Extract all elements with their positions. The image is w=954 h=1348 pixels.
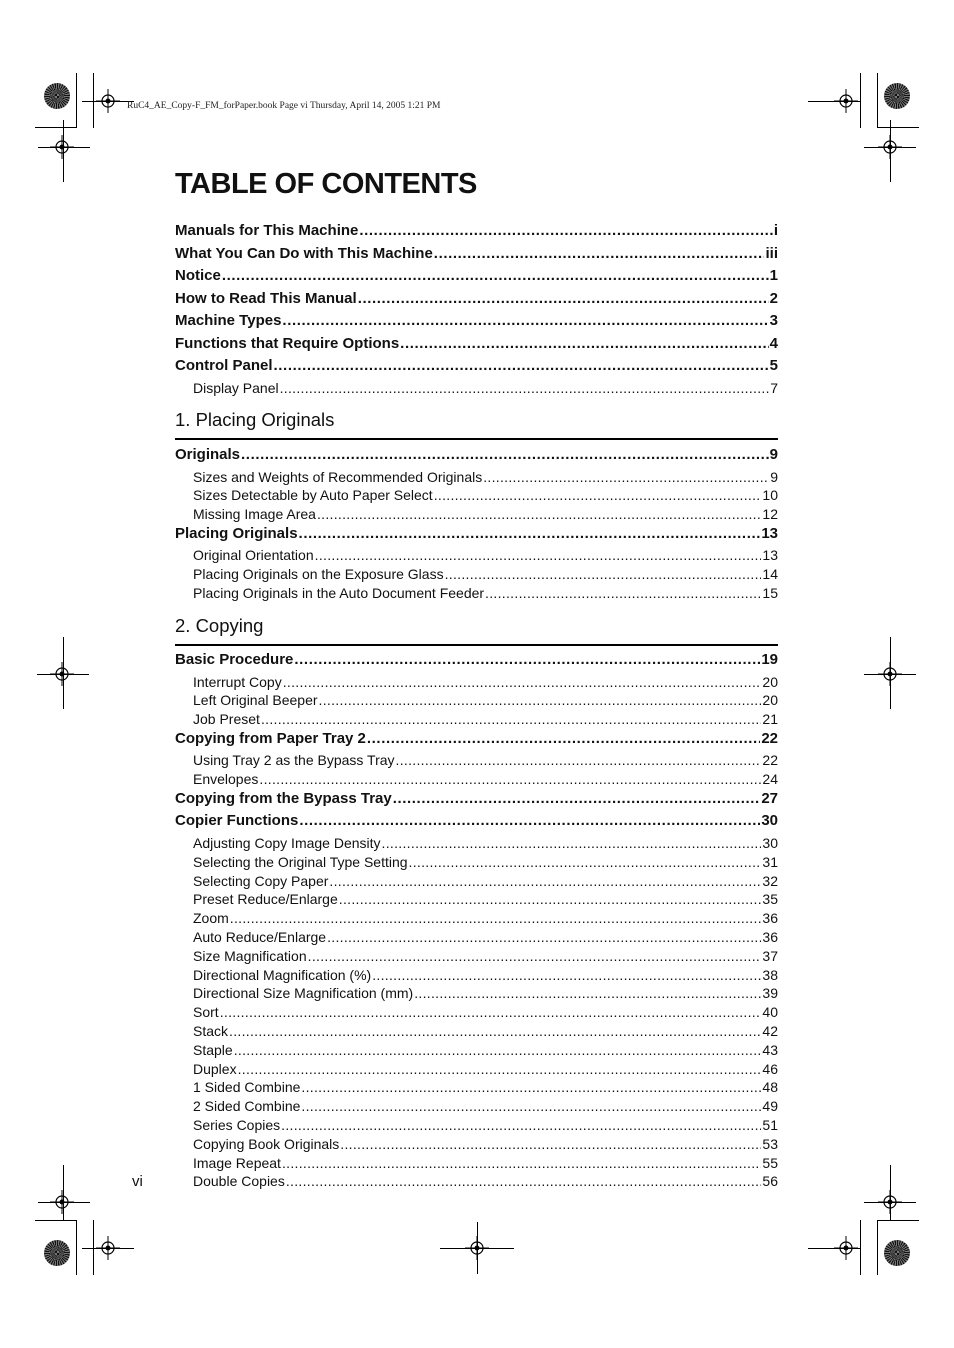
toc-entry[interactable] — [175, 1136, 778, 1155]
toc-entry-label: Size Magnification — [193, 947, 307, 964]
toc-entry-label: Stack — [193, 1022, 229, 1039]
toc-entry-page: 39 — [762, 985, 778, 1002]
toc-entry-label: What You Can Do with This Machine — [175, 244, 433, 262]
registration-rosette — [884, 83, 910, 109]
toc-chapter-1 — [175, 446, 778, 604]
toc-entry-page: 43 — [762, 1041, 778, 1058]
toc-entry-page: 38 — [762, 966, 778, 983]
toc-entry[interactable] — [175, 469, 778, 488]
toc-chapter-2 — [175, 651, 778, 1192]
toc-entry[interactable] — [175, 267, 778, 290]
toc-entry-page: 35 — [762, 891, 778, 908]
toc-entry-label: Machine Types — [175, 312, 282, 329]
toc-entry-label: Image Repeat — [193, 1154, 281, 1171]
toc-entry-page: 21 — [762, 711, 778, 728]
toc-entry[interactable] — [175, 967, 778, 986]
leader-dots — [238, 1061, 762, 1077]
leader-dots — [286, 1173, 762, 1189]
leader-dots — [259, 771, 761, 787]
toc-entry-page: 42 — [762, 1022, 778, 1039]
toc-entry-page: 24 — [762, 771, 778, 788]
toc-entry-label: Placing Originals in the Auto Document Feeder — [193, 584, 485, 601]
leader-dots — [358, 290, 769, 307]
leader-dots — [230, 910, 762, 926]
leader-dots — [393, 790, 761, 807]
toc-entry[interactable] — [175, 985, 778, 1004]
toc-entry-page: 2 — [769, 289, 778, 307]
toc-entry[interactable] — [175, 1117, 778, 1136]
toc-entry-label: Copying from Paper Tray 2 — [175, 729, 366, 747]
toc-entry-page: 20 — [762, 692, 778, 709]
leader-dots — [294, 651, 760, 668]
leader-dots — [299, 525, 761, 542]
toc-entry-page: 5 — [769, 357, 778, 374]
toc-entry[interactable] — [175, 854, 778, 873]
toc-entry[interactable] — [175, 910, 778, 929]
leader-dots — [329, 873, 761, 889]
chapter-title: 1. Placing Originals — [175, 409, 335, 430]
toc-entry-page: 19 — [761, 651, 778, 668]
toc-entry[interactable] — [175, 1061, 778, 1080]
toc-entry-label: Directional Size Magnification (mm) — [193, 985, 414, 1002]
toc-entry-label: Zoom — [193, 910, 229, 927]
leader-dots — [483, 469, 769, 485]
toc-entry-label: Functions that Require Options — [175, 334, 400, 352]
toc-entry-label: Sort — [193, 1004, 219, 1021]
toc-entry[interactable] — [175, 506, 778, 525]
toc-entry-label: Duplex — [193, 1060, 237, 1077]
print-info-header: RuC4_AE_Copy-F_FM_forPaper.book Page vi Thursday, April 14, 2005 1:21 PM — [127, 101, 441, 111]
toc-entry-page: 40 — [762, 1004, 778, 1021]
leader-dots — [445, 566, 762, 582]
toc-entry-label: Sizes Detectable by Auto Paper Select — [193, 487, 433, 504]
toc-entry-label: Display Panel — [193, 379, 279, 396]
toc-entry[interactable] — [175, 1173, 778, 1192]
toc-entry[interactable] — [175, 730, 778, 753]
leader-dots — [396, 752, 762, 768]
leader-dots — [220, 1004, 762, 1020]
toc-entry-page: 49 — [762, 1098, 778, 1115]
leader-dots — [234, 1042, 762, 1058]
toc-entry-label: Using Tray 2 as the Bypass Tray — [193, 752, 395, 769]
toc-entry-page: 20 — [762, 673, 778, 690]
toc-entry-label: Job Preset — [193, 711, 260, 728]
toc-entry[interactable] — [175, 1023, 778, 1042]
leader-dots — [359, 222, 772, 239]
toc-entry-page: 22 — [762, 752, 778, 769]
toc-entry[interactable] — [175, 357, 778, 380]
toc-entry-label: Original Orientation — [193, 547, 314, 564]
leader-dots — [274, 357, 769, 374]
toc-entry[interactable] — [175, 692, 778, 711]
chapter-heading — [175, 409, 778, 440]
toc-entry[interactable] — [175, 674, 778, 693]
leader-dots — [340, 1136, 761, 1152]
toc-entry-page: 32 — [762, 872, 778, 889]
toc-entry[interactable] — [175, 547, 778, 566]
toc-entry[interactable] — [175, 1155, 778, 1174]
toc-entry[interactable] — [175, 771, 778, 790]
toc-entry[interactable] — [175, 891, 778, 910]
registration-rosette — [884, 1240, 910, 1266]
toc-entry-label: Copier Functions — [175, 812, 299, 830]
page-title: TABLE OF CONTENTS — [175, 168, 477, 200]
leader-dots — [222, 267, 769, 284]
toc-entry-page: 30 — [761, 812, 778, 830]
toc-entry[interactable] — [175, 335, 778, 358]
toc-entry-label: Control Panel — [175, 357, 273, 374]
toc-entry[interactable] — [175, 222, 778, 245]
toc-entry-page: 9 — [769, 446, 778, 463]
toc-entry-label: Manuals for This Machine — [175, 222, 359, 239]
toc-entry[interactable] — [175, 245, 778, 268]
leader-dots — [367, 730, 760, 747]
toc-entry-page: 12 — [762, 506, 778, 523]
toc-entry-page: 10 — [762, 487, 778, 504]
toc-entry-label: Placing Originals — [175, 524, 298, 542]
toc-entry-page: 36 — [762, 928, 778, 945]
toc-entry-page: 53 — [762, 1135, 778, 1152]
toc-entry[interactable] — [175, 1098, 778, 1117]
toc-entry[interactable] — [175, 790, 778, 813]
toc-entry[interactable] — [175, 752, 778, 771]
toc-entry-page: 36 — [762, 910, 778, 927]
chapter-title: 2. Copying — [175, 615, 264, 636]
toc-entry[interactable] — [175, 1004, 778, 1023]
toc-entry-label: How to Read This Manual — [175, 289, 357, 307]
leader-dots — [299, 812, 760, 829]
toc-entry[interactable] — [175, 312, 778, 335]
registration-rosette — [44, 83, 70, 109]
toc-entry[interactable] — [175, 566, 778, 585]
toc-entry[interactable] — [175, 651, 778, 674]
toc-entry-page: 15 — [762, 584, 778, 601]
toc-entry-label: Auto Reduce/Enlarge — [193, 928, 327, 945]
leader-dots — [319, 692, 762, 708]
leader-dots — [301, 1098, 761, 1114]
page-number: vi — [132, 1173, 143, 1190]
toc-entry-page: 3 — [769, 312, 778, 329]
leader-dots — [317, 506, 761, 522]
leader-dots — [339, 891, 762, 907]
toc-entry-label: Preset Reduce/Enlarge — [193, 891, 338, 908]
toc-entry-label: Basic Procedure — [175, 651, 294, 668]
toc-entry[interactable] — [175, 835, 778, 854]
toc-entry-page: 46 — [762, 1060, 778, 1077]
leader-dots — [382, 835, 762, 851]
toc-entry-label: Adjusting Copy Image Density — [193, 834, 381, 851]
toc-entry-label: Double Copies — [193, 1173, 285, 1190]
leader-dots — [261, 711, 761, 727]
toc-entry-page: 14 — [762, 566, 778, 583]
toc-entry-label: Staple — [193, 1041, 233, 1058]
toc-entry[interactable] — [175, 525, 778, 548]
leader-dots — [414, 985, 761, 1001]
toc-entry-page: 56 — [762, 1173, 778, 1190]
toc-entry-page: i — [773, 222, 778, 239]
toc-entry-page: 4 — [769, 334, 778, 352]
toc-entry-label: Series Copies — [193, 1116, 281, 1133]
leader-dots — [229, 1023, 761, 1039]
toc-front-matter — [175, 222, 778, 398]
toc-entry[interactable] — [175, 380, 778, 399]
leader-dots — [409, 854, 762, 870]
toc-entry-page: 31 — [762, 853, 778, 870]
toc-entry-label: Selecting the Original Type Setting — [193, 853, 408, 870]
leader-dots — [301, 1079, 761, 1095]
toc-entry[interactable] — [175, 1042, 778, 1061]
toc-entry[interactable] — [175, 585, 778, 604]
toc-entry-page: 9 — [770, 468, 778, 485]
toc-entry-page: iii — [765, 244, 778, 262]
leader-dots — [281, 1117, 761, 1133]
toc-entry-label: Copying Book Originals — [193, 1135, 340, 1152]
toc-entry[interactable] — [175, 929, 778, 948]
toc-entry-label: Sizes and Weights of Recommended Originals — [193, 468, 483, 485]
toc-entry-page: 30 — [762, 834, 778, 851]
leader-dots — [315, 547, 762, 563]
toc-entry-label: Envelopes — [193, 771, 259, 788]
toc-entry-page: 1 — [769, 267, 778, 284]
leader-dots — [283, 674, 762, 690]
toc-entry-page: 51 — [762, 1116, 778, 1133]
toc-entry[interactable] — [175, 711, 778, 730]
toc-entry[interactable] — [175, 1079, 778, 1098]
toc-entry-page: 37 — [762, 947, 778, 964]
toc-entry-label: Originals — [175, 446, 241, 463]
leader-dots — [327, 929, 761, 945]
leader-dots — [282, 1155, 761, 1171]
toc-entry-label: Interrupt Copy — [193, 673, 282, 690]
toc-entry-label: Missing Image Area — [193, 506, 316, 523]
chapter-heading — [175, 615, 778, 646]
toc-entry-page: 27 — [761, 789, 778, 807]
toc-entry-label: 2 Sided Combine — [193, 1098, 301, 1115]
toc-entry-page: 13 — [761, 524, 778, 542]
toc-entry-page: 13 — [762, 547, 778, 564]
toc-entry-label: 1 Sided Combine — [193, 1079, 301, 1096]
toc-entry-label: Placing Originals on the Exposure Glass — [193, 566, 444, 583]
leader-dots — [241, 446, 769, 463]
toc-entry-label: Directional Magnification (%) — [193, 966, 372, 983]
leader-dots — [400, 335, 768, 352]
toc-entry-page: 55 — [762, 1154, 778, 1171]
leader-dots — [485, 585, 761, 601]
toc-entry-page: 7 — [770, 379, 778, 396]
toc-entry[interactable] — [175, 446, 778, 469]
toc-entry-label: Left Original Beeper — [193, 692, 318, 709]
toc-entry-page: 22 — [761, 729, 778, 747]
leader-dots — [280, 380, 770, 396]
toc-entry[interactable] — [175, 873, 778, 892]
leader-dots — [434, 245, 765, 262]
leader-dots — [282, 312, 768, 329]
leader-dots — [372, 967, 761, 983]
toc-entry-label: Selecting Copy Paper — [193, 872, 329, 889]
toc-entry[interactable] — [175, 487, 778, 506]
toc-entry-label: Notice — [175, 267, 221, 284]
toc-entry-label: Copying from the Bypass Tray — [175, 789, 392, 807]
toc-entry[interactable] — [175, 948, 778, 967]
toc-entry[interactable] — [175, 812, 778, 835]
toc-entry-page: 48 — [762, 1079, 778, 1096]
leader-dots — [434, 487, 762, 503]
leader-dots — [308, 948, 762, 964]
toc-entry[interactable] — [175, 290, 778, 313]
registration-rosette — [44, 1240, 70, 1266]
